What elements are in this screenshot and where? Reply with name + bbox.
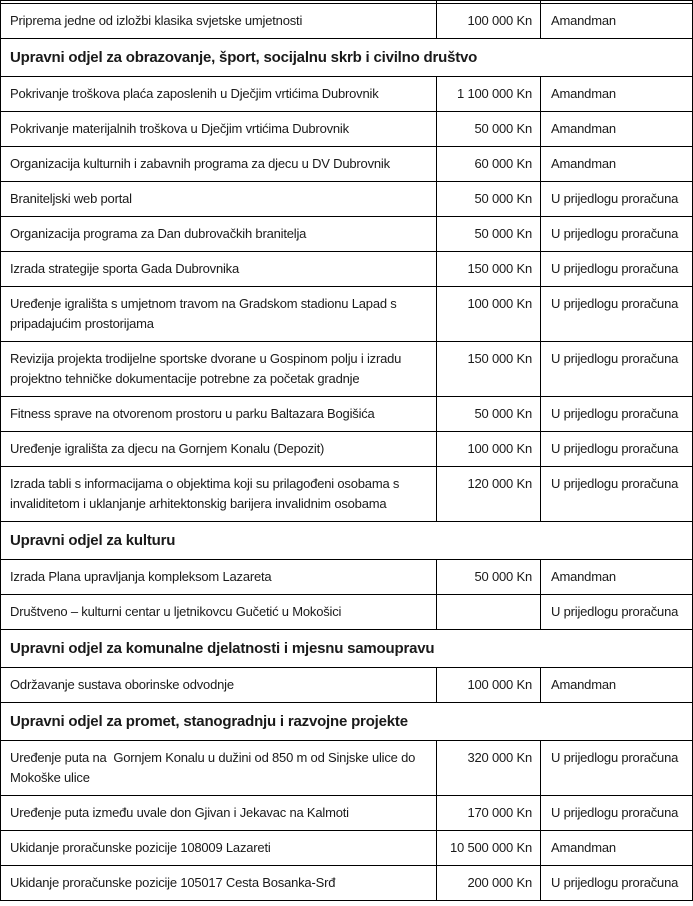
table-row	[1, 467, 693, 522]
amount-cell: 1 100 000 Kn	[437, 77, 541, 112]
amount-cell: 320 000 Kn	[437, 741, 541, 796]
status-cell: Amandman	[541, 77, 693, 112]
section-header-row	[1, 39, 693, 77]
table-row	[1, 217, 693, 252]
status-cell: U prijedlogu proračuna	[541, 182, 693, 217]
status-cell: U prijedlogu proračuna	[541, 287, 693, 342]
amount-cell: 170 000 Kn	[437, 796, 541, 831]
amount-cell: 50 000 Kn	[437, 182, 541, 217]
description-cell: Društveno – kulturni centar u ljetnikovcu Gučetić u Mokošici	[1, 595, 437, 630]
table-row	[1, 831, 693, 866]
table-row	[1, 77, 693, 112]
description-cell: Izrada tabli s informacijama o objektima koji su prilagođeni osobama s invaliditetom i uklanjanje arhitektonskig barijera invalidnim osobama	[1, 467, 437, 522]
status-cell: Amandman	[541, 4, 693, 39]
table-row	[1, 796, 693, 831]
status-cell: U prijedlogu proračuna	[541, 432, 693, 467]
description-cell: Fitness sprave na otvorenom prostoru u parku Baltazara Bogišića	[1, 397, 437, 432]
description-cell: Organizacija programa za Dan dubrovačkih branitelja	[1, 217, 437, 252]
amount-cell: 50 000 Kn	[437, 217, 541, 252]
description-cell: Izrada strategije sporta Gada Dubrovnika	[1, 252, 437, 287]
description-cell: Braniteljski web portal	[1, 182, 437, 217]
description-cell: Uređenje igrališta s umjetnom travom na Gradskom stadionu Lapad s pripadajućim prostorijama	[1, 287, 437, 342]
description-cell: Pokrivanje troškova plaća zaposlenih u Dječjim vrtićima Dubrovnik	[1, 77, 437, 112]
description-cell: Ukidanje proračunske pozicije 105017 Cesta Bosanka-Srđ	[1, 866, 437, 901]
table-row	[1, 342, 693, 397]
amount-cell: 150 000 Kn	[437, 252, 541, 287]
section-header-row	[1, 522, 693, 560]
status-cell: U prijedlogu proračuna	[541, 796, 693, 831]
amount-cell: 200 000 Kn	[437, 866, 541, 901]
status-cell: Amandman	[541, 831, 693, 866]
status-cell: U prijedlogu proračuna	[541, 595, 693, 630]
status-cell: U prijedlogu proračuna	[541, 252, 693, 287]
status-cell: U prijedlogu proračuna	[541, 397, 693, 432]
status-cell: U prijedlogu proračuna	[541, 217, 693, 252]
description-cell: Održavanje sustava oborinske odvodnje	[1, 668, 437, 703]
amount-cell: 100 000 Kn	[437, 432, 541, 467]
table-row	[1, 112, 693, 147]
section-header-row	[1, 630, 693, 668]
table-row	[1, 397, 693, 432]
table-row	[1, 595, 693, 630]
amount-cell: 100 000 Kn	[437, 668, 541, 703]
description-cell: Revizija projekta trodijelne sportske dvorane u Gospinom polju i izradu projektno tehničke dokumentacije potrebne za početak gradnje	[1, 342, 437, 397]
description-cell: Priprema jedne od izložbi klasika svjetske umjetnosti	[1, 4, 437, 39]
status-cell: U prijedlogu proračuna	[541, 467, 693, 522]
description-cell: Izrada Plana upravljanja kompleksom Lazareta	[1, 560, 437, 595]
table-row	[1, 147, 693, 182]
description-cell: Ukidanje proračunske pozicije 108009 Lazareti	[1, 831, 437, 866]
amount-cell: 60 000 Kn	[437, 147, 541, 182]
status-cell: U prijedlogu proračuna	[541, 866, 693, 901]
status-cell: Amandman	[541, 147, 693, 182]
table-row	[1, 668, 693, 703]
section-title: Upravni odjel za kulturu	[1, 522, 693, 560]
status-cell: Amandman	[541, 560, 693, 595]
amount-cell: 50 000 Kn	[437, 397, 541, 432]
description-cell: Pokrivanje materijalnih troškova u Dječjim vrtićima Dubrovnik	[1, 112, 437, 147]
table-row	[1, 432, 693, 467]
table-row	[1, 4, 693, 39]
table-row	[1, 560, 693, 595]
amount-cell: 10 500 000 Kn	[437, 831, 541, 866]
budget-table-body	[1, 1, 693, 901]
section-title: Upravni odjel za obrazovanje, šport, socijalnu skrb i civilno društvo	[1, 39, 693, 77]
table-row	[1, 182, 693, 217]
amount-cell: 120 000 Kn	[437, 467, 541, 522]
amount-cell: 100 000 Kn	[437, 287, 541, 342]
section-header-row	[1, 703, 693, 741]
table-row	[1, 741, 693, 796]
description-cell: Organizacija kulturnih i zabavnih programa za djecu u DV Dubrovnik	[1, 147, 437, 182]
description-cell: Uređenje puta na Gornjem Konalu u dužini od 850 m od Sinjske ulice do Mokoške ulice	[1, 741, 437, 796]
amount-cell	[437, 595, 541, 630]
status-cell: U prijedlogu proračuna	[541, 342, 693, 397]
description-cell: Uređenje igrališta za djecu na Gornjem Konalu (Depozit)	[1, 432, 437, 467]
table-row	[1, 287, 693, 342]
amount-cell: 50 000 Kn	[437, 112, 541, 147]
amount-cell: 100 000 Kn	[437, 4, 541, 39]
section-title: Upravni odjel za promet, stanogradnju i razvojne projekte	[1, 703, 693, 741]
status-cell: Amandman	[541, 112, 693, 147]
status-cell: U prijedlogu proračuna	[541, 741, 693, 796]
status-cell: Amandman	[541, 668, 693, 703]
table-row	[1, 252, 693, 287]
amount-cell: 150 000 Kn	[437, 342, 541, 397]
table-row	[1, 866, 693, 901]
section-title: Upravni odjel za komunalne djelatnosti i mjesnu samoupravu	[1, 630, 693, 668]
description-cell: Uređenje puta između uvale don Gjivan i Jekavac na Kalmoti	[1, 796, 437, 831]
amount-cell: 50 000 Kn	[437, 560, 541, 595]
